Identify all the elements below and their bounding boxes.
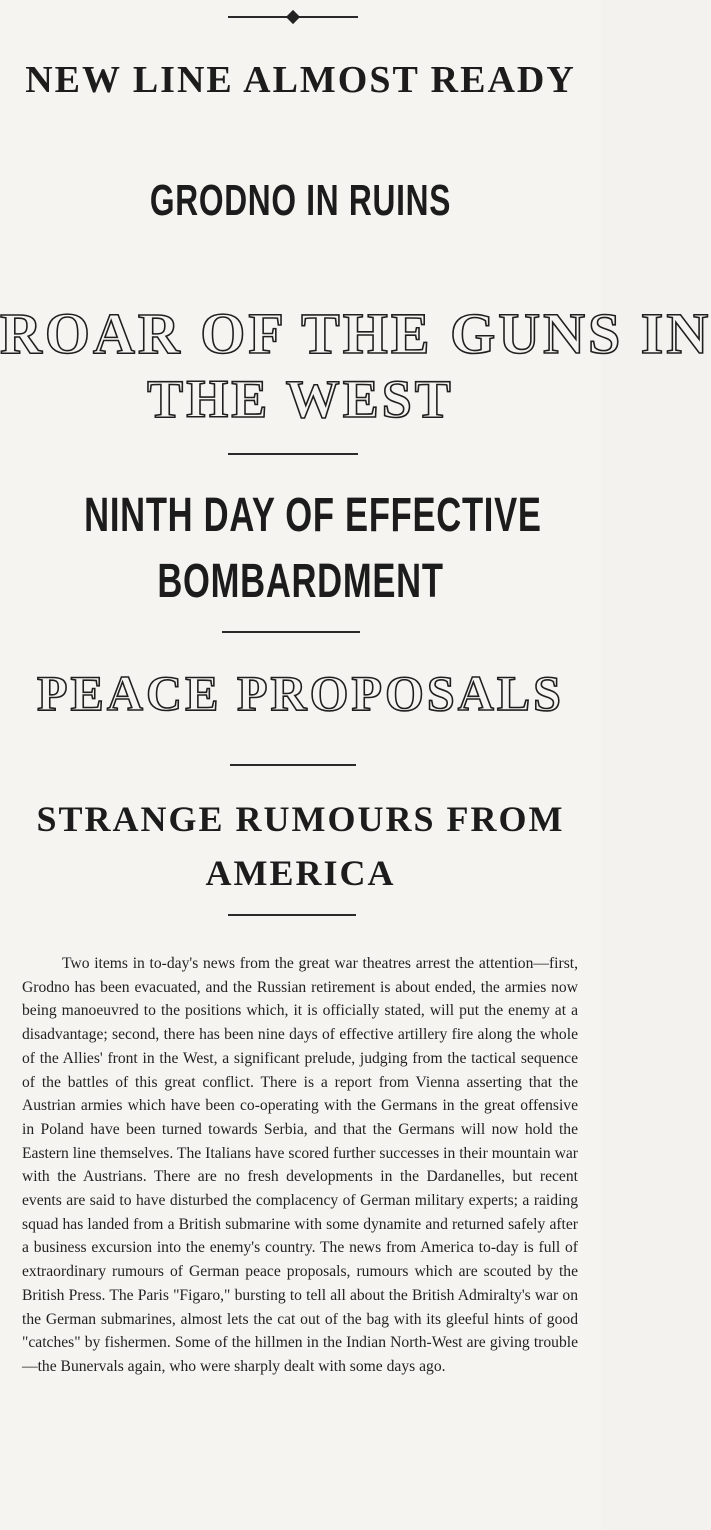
headline-strange-rumours-line1: STRANGE RUMOURS FROM xyxy=(36,799,565,839)
headline-roar-line2: THE WEST xyxy=(147,369,454,429)
headline-new-line: NEW LINE ALMOST READY xyxy=(25,59,576,101)
diamond-ornament-icon xyxy=(286,10,300,24)
headline-grodno: GRODNO IN RUINS xyxy=(149,176,452,225)
article-body: Two items in to-day's news from the great war theatres arrest the attention—first, Grodno has been evacuated, and the Russian retirement is about ended, the armies now being manoeuvred to the positions which, it is officially stated, will put the enemy at a disadvantage; second, there has been nine days of effective artillery fire along the whole of the Allies' front in the West, a significant prelude, judging from the tactical sequence of the battles of this great conflict. There is a report from Vienna asserting that the Austrian armies which have been co-operating with the Germans in the great offensive in Poland have been turned towards Serbia, and that the Germans will now hold the Eastern line themselves. The Italians have scored further successes in their mountain war with the Austrians. There are no fresh developments in the Dardanelles, but recent events are said to have disturbed the complacency of German military experts; a raiding squad has landed from a British submarine with some dynamite and returned safely after a business excursion into the enemy's country. The news from America to-day is full of extraordinary rumours of German peace proposals, rumours which are scouted by the British Press. The Paris "Figaro," bursting to tell all about the British Admiralty's war on the German submarines, almost lets the cat out of the bag with its gleeful hints of good "catches" by fishermen. Some of the hillmen in the Indian North-West are giving trouble—the Bunervals again, who were sharply dealt with some days ago. xyxy=(22,955,578,1375)
headline-roar-line1: ROAR OF THE GUNS IN xyxy=(0,301,711,366)
headline-peace-proposals: PEACE PROPOSALS xyxy=(36,665,564,721)
headline-strange-rumours-line2: AMERICA xyxy=(205,853,396,893)
headline-ninth-day-line1: NINTH DAY OF EFFECTIVE xyxy=(84,489,542,542)
divider-rule xyxy=(228,914,356,916)
divider-rule xyxy=(222,631,360,633)
headline-ninth-day-line2: BOMBARDMENT xyxy=(157,555,444,608)
divider-rule xyxy=(230,764,356,766)
divider-rule xyxy=(228,453,358,455)
